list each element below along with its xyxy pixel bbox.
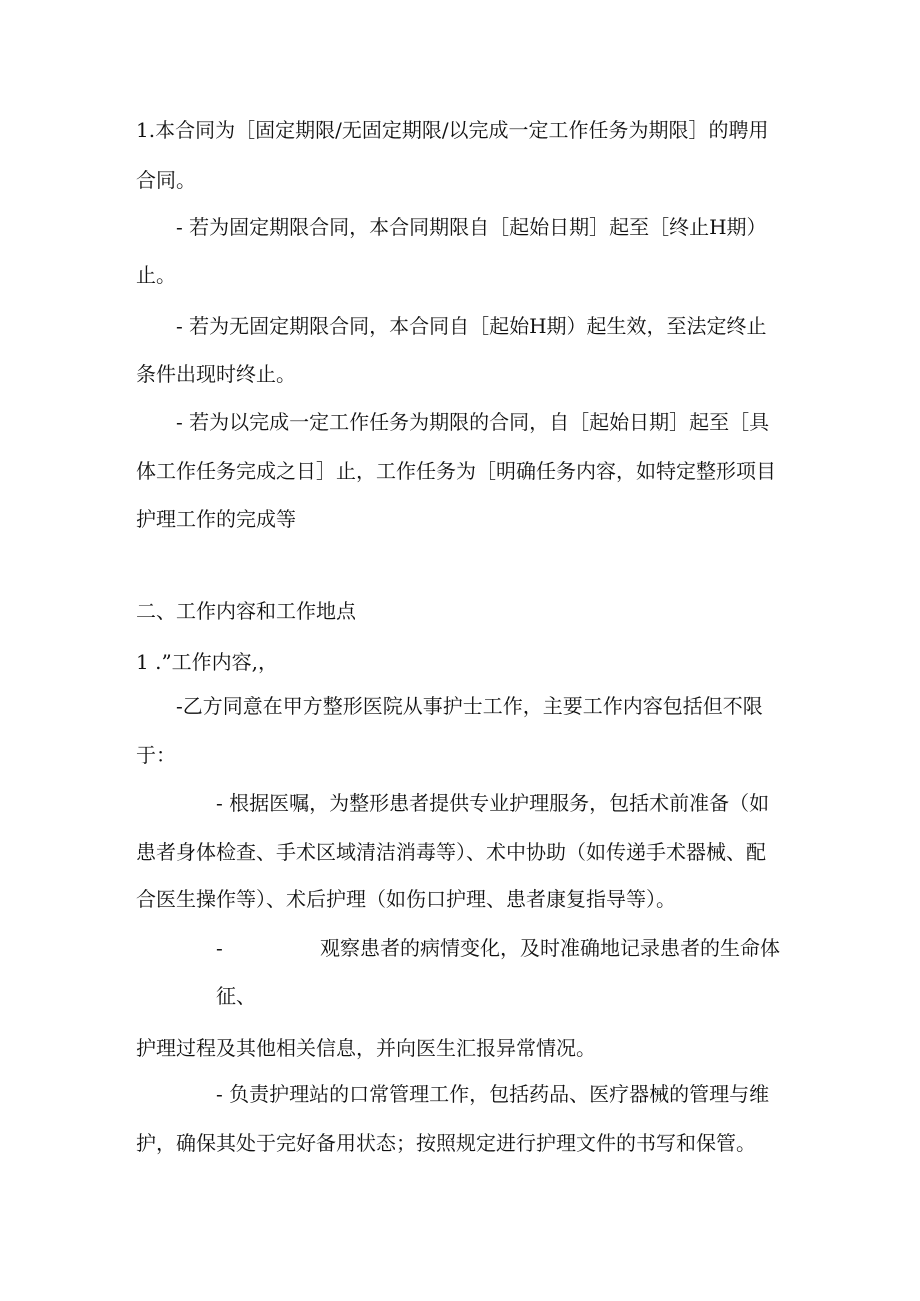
- contract-term-clause-cont: 合同。: [136, 168, 196, 192]
- open-term-item: - 若为无固定期限合同，本合同自［起始H期）起生效，至法定终止: [176, 314, 767, 338]
- fixed-term-item: - 若为固定期限合同，本合同期限自［起始日期］起至［终止H期）: [176, 215, 767, 239]
- subsection-heading: 1 .”工作内容,，: [136, 650, 279, 674]
- contract-term-clause: 1.本合同为［固定期限/无固定期限/以完成一定工作任务为期限］的聘用: [136, 118, 769, 142]
- fixed-term-item-cont: 止。: [136, 263, 176, 287]
- duty-item-nursing-cont: 患者身体检查、手术区域清洁消毒等）、术中协助（如传递手术器械、配: [136, 840, 766, 864]
- task-term-item: - 若为以完成一定工作任务为期限的合同，自［起始日期］起至［具: [176, 410, 770, 434]
- duty-item-observe-bullet: -: [216, 936, 223, 960]
- duty-item-station-cont: 护，确保其处于完好备用状态；按照规定进行护理文件的书写和保管。: [136, 1131, 756, 1155]
- work-scope-paragraph: -乙方同意在甲方整形医院从事护士工作，主要工作内容包括但不限: [176, 694, 763, 718]
- task-term-item-cont: 体工作任务完成之日］止，工作任务为［明确任务内容，如特定整形项目: [136, 459, 776, 483]
- duty-item-observe-cont-2: 护理过程及其他相关信息，并向医生汇报异常情况。: [136, 1036, 596, 1060]
- duty-item-station: - 负责护理站的口常管理工作，包括药品、医疗器械的管理与维: [216, 1082, 770, 1106]
- duty-item-observe-cont: 征、: [216, 984, 256, 1008]
- task-term-item-cont-2: 护理工作的完成等: [136, 507, 296, 531]
- duty-item-nursing-cont-2: 合医生操作等）、术后护理（如伤口护理、患者康复指导等）。: [136, 887, 676, 911]
- open-term-item-cont: 条件出现时终止。: [136, 362, 296, 386]
- duty-item-observe: 观察患者的病情变化，及时准确地记录患者的生命体: [320, 936, 780, 960]
- work-scope-paragraph-cont: 于：: [136, 743, 176, 767]
- duty-item-nursing: - 根据医嘱，为整形患者提供专业护理服务，包括术前准备（如: [216, 791, 770, 815]
- section-heading: 二、工作内容和工作地点: [136, 599, 356, 623]
